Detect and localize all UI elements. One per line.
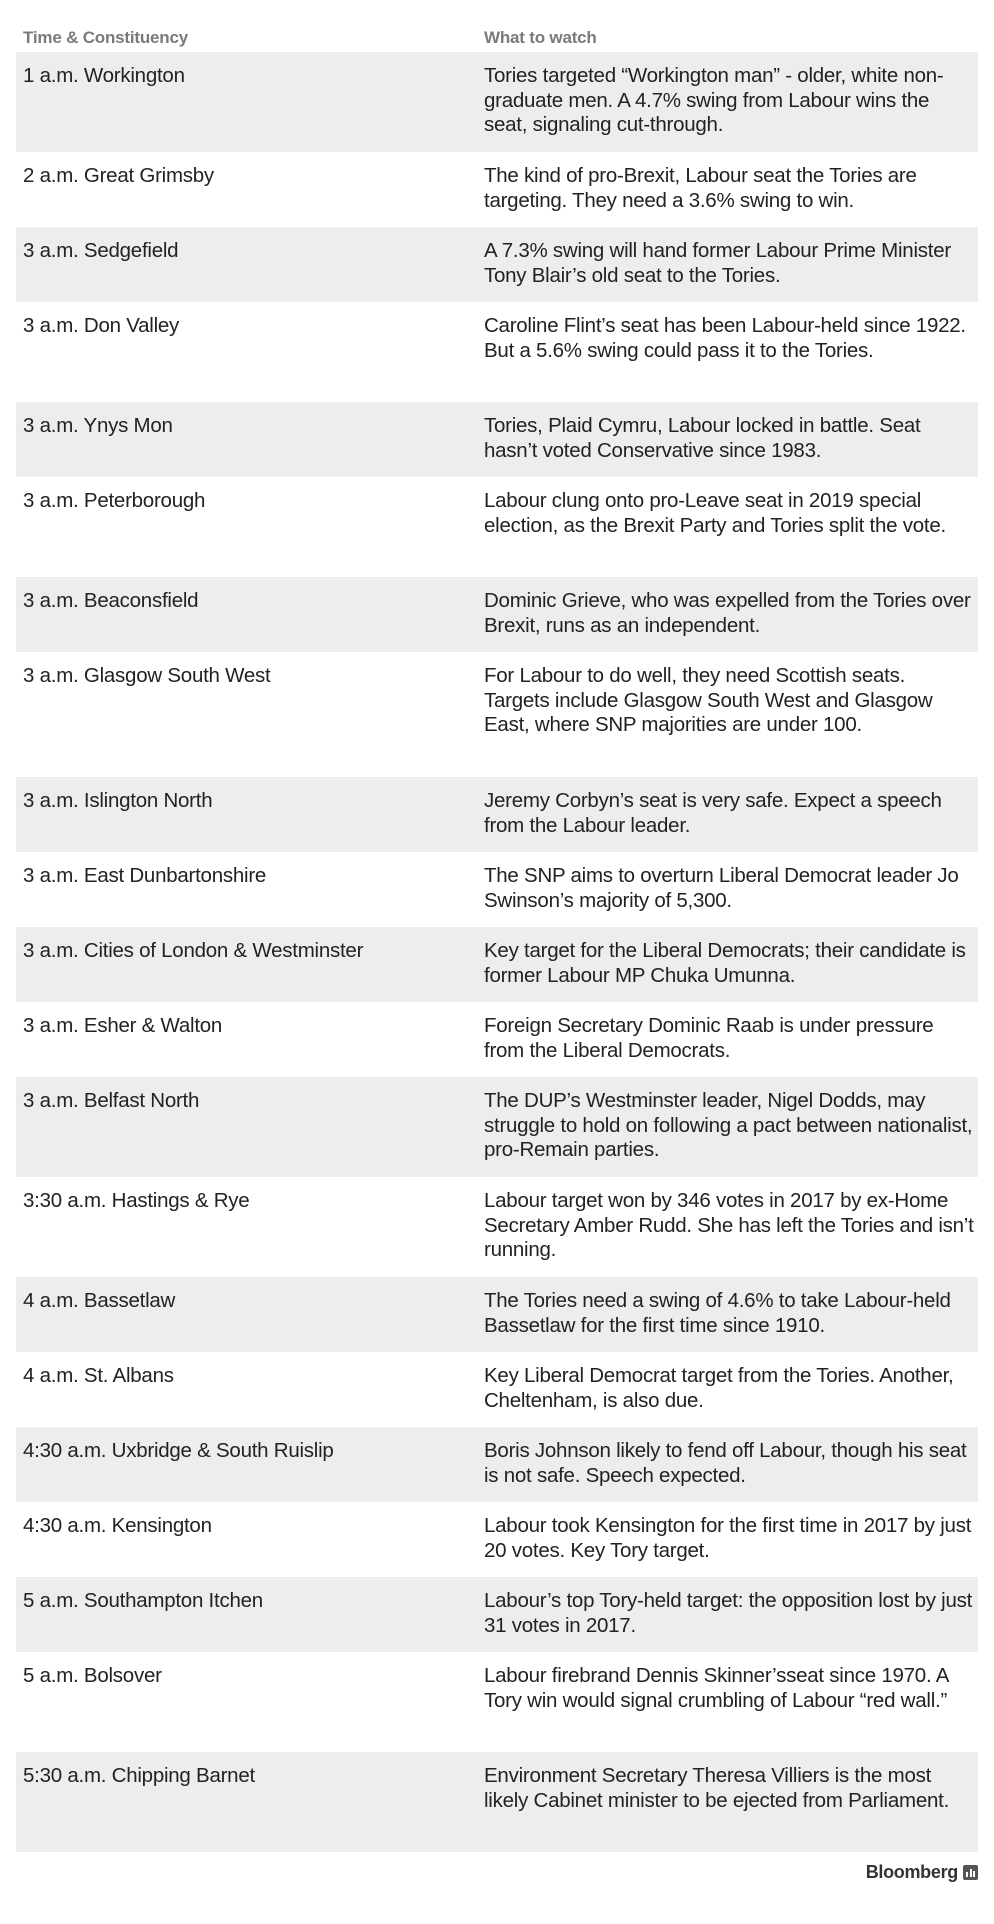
- table-row: [16, 652, 978, 777]
- row-time-constituency: 1 a.m. Workington: [23, 64, 185, 87]
- row-what-to-watch: Tories, Plaid Cymru, Labour locked in battle. Seat hasn’t voted Conservative since 1983.: [484, 414, 921, 462]
- row-time-constituency: 3 a.m. Sedgefield: [23, 239, 179, 262]
- row-time-constituency: 3 a.m. Glasgow South West: [23, 664, 271, 687]
- table-row: [16, 927, 978, 1002]
- table-row: [16, 1427, 978, 1502]
- row-what-to-watch: The kind of pro-Brexit, Labour seat the Tories are targeting. They need a 3.6% swing to win.: [484, 164, 917, 212]
- row-time-constituency: 3:30 a.m. Hastings & Rye: [23, 1189, 250, 1212]
- election-watch-table: [16, 0, 978, 1852]
- row-what-to-watch: Key Liberal Democrat target from the Tories. Another, Cheltenham, is also due.: [484, 1364, 954, 1412]
- row-what-to-watch: The Tories need a swing of 4.6% to take Labour-held Bassetlaw for the first time since 1910.: [484, 1289, 951, 1337]
- row-what-to-watch: Tories targeted “Workington man” - older, white non-graduate men. A 4.7% swing from Labour wins the seat, signaling cut-through.: [484, 64, 944, 137]
- row-time-constituency: 3 a.m. Islington North: [23, 789, 213, 812]
- row-what-to-watch: Labour firebrand Dennis Skinner’sseat since 1970. A Tory win would signal crumbling of Labour “red wall.”: [484, 1664, 948, 1712]
- footer-brand: [866, 1862, 978, 1883]
- row-what-to-watch: For Labour to do well, they need Scottish seats. Targets include Glasgow South West and Glasgow East, where SNP majorities are under 100.: [484, 664, 933, 737]
- row-what-to-watch: The DUP’s Westminster leader, Nigel Dodds, may struggle to hold on following a pact between nationalist, pro-Remain parties.: [484, 1089, 973, 1162]
- row-time-constituency: 3 a.m. Peterborough: [23, 489, 206, 512]
- row-what-to-watch: Caroline Flint’s seat has been Labour-held since 1922. But a 5.6% swing could pass it to the Tories.: [484, 314, 966, 362]
- table-row: [16, 302, 978, 402]
- table-header: [16, 0, 978, 52]
- row-what-to-watch: Dominic Grieve, who was expelled from the Tories over Brexit, runs as an independent.: [484, 589, 971, 637]
- row-what-to-watch: Foreign Secretary Dominic Raab is under pressure from the Liberal Democrats.: [484, 1014, 934, 1062]
- table-row: [16, 1077, 978, 1177]
- row-time-constituency: 5:30 a.m. Chipping Barnet: [23, 1764, 255, 1787]
- bloomberg-terminal-icon: [963, 1865, 978, 1880]
- row-time-constituency: 3 a.m. Belfast North: [23, 1089, 200, 1112]
- row-time-constituency: 3 a.m. East Dunbartonshire: [23, 864, 267, 887]
- table-row: [16, 52, 978, 152]
- table-row: [16, 777, 978, 852]
- row-what-to-watch: Labour’s top Tory-held target: the opposition lost by just 31 votes in 2017.: [484, 1589, 973, 1637]
- table-row: [16, 1277, 978, 1352]
- table-row: [16, 577, 978, 652]
- table-row: [16, 1177, 978, 1277]
- row-time-constituency: 3 a.m. Esher & Walton: [23, 1014, 223, 1037]
- table-row: [16, 1652, 978, 1752]
- row-what-to-watch: Labour clung onto pro-Leave seat in 2019 special election, as the Brexit Party and Tories split the vote.: [484, 489, 946, 537]
- row-time-constituency: 4 a.m. St. Albans: [23, 1364, 174, 1387]
- table-row: [16, 1502, 978, 1577]
- row-what-to-watch: Boris Johnson likely to fend off Labour, though his seat is not safe. Speech expected.: [484, 1439, 967, 1487]
- table-row: [16, 1752, 978, 1852]
- header-time-constituency: Time & Constituency: [23, 28, 188, 47]
- table-row: [16, 152, 978, 227]
- table-row: [16, 1002, 978, 1077]
- row-time-constituency: 3 a.m. Cities of London & Westminster: [23, 939, 364, 962]
- row-time-constituency: 4:30 a.m. Uxbridge & South Ruislip: [23, 1439, 334, 1462]
- row-time-constituency: 4 a.m. Bassetlaw: [23, 1289, 176, 1312]
- row-what-to-watch: The SNP aims to overturn Liberal Democrat leader Jo Swinson’s majority of 5,300.: [484, 864, 959, 912]
- header-what-to-watch: What to watch: [484, 28, 597, 47]
- brand-logo-text: Bloomberg: [865, 1862, 958, 1882]
- table-row: [16, 1577, 978, 1652]
- table-row: [16, 227, 978, 302]
- row-what-to-watch: Jeremy Corbyn’s seat is very safe. Expect a speech from the Labour leader.: [484, 789, 942, 837]
- row-time-constituency: 3 a.m. Beaconsfield: [23, 589, 199, 612]
- row-what-to-watch: Labour target won by 346 votes in 2017 by ex-Home Secretary Amber Rudd. She has left the Tories and isn’t running.: [484, 1189, 974, 1262]
- table-row: [16, 477, 978, 577]
- row-time-constituency: 2 a.m. Great Grimsby: [23, 164, 214, 187]
- table-row: [16, 852, 978, 927]
- row-time-constituency: 5 a.m. Bolsover: [23, 1664, 162, 1687]
- row-what-to-watch: Labour took Kensington for the first time in 2017 by just 20 votes. Key Tory target.: [484, 1514, 972, 1562]
- row-what-to-watch: A 7.3% swing will hand former Labour Prime Minister Tony Blair’s old seat to the Tories.: [484, 239, 951, 287]
- row-time-constituency: 3 a.m. Don Valley: [23, 314, 180, 337]
- row-what-to-watch: Environment Secretary Theresa Villiers is the most likely Cabinet minister to be ejected from Parliament.: [484, 1764, 950, 1812]
- row-time-constituency: 3 a.m. Ynys Mon: [23, 414, 173, 437]
- table-row: [16, 402, 978, 477]
- row-time-constituency: 4:30 a.m. Kensington: [23, 1514, 212, 1537]
- row-what-to-watch: Key target for the Liberal Democrats; their candidate is former Labour MP Chuka Umunna.: [484, 939, 966, 987]
- table-row: [16, 1352, 978, 1427]
- row-time-constituency: 5 a.m. Southampton Itchen: [23, 1589, 263, 1612]
